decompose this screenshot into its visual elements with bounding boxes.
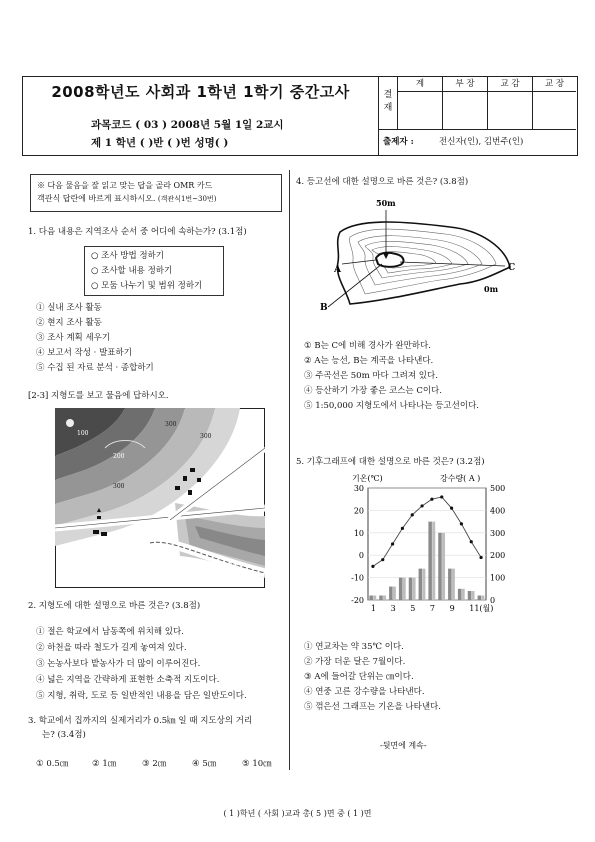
y-left-tick: -20 (351, 596, 364, 605)
y-left-tick: 0 (358, 551, 364, 561)
approval-sign-1 (398, 91, 443, 130)
temperature-point (430, 498, 433, 501)
maker-label: 출제자 : (383, 137, 414, 147)
precip-bar (422, 569, 425, 600)
plot-frame (368, 488, 486, 600)
q1-box-item: ○ 모둠 나누기 및 범위 정하기 (91, 281, 203, 291)
approval-col-3: 교 감 (488, 77, 533, 92)
right-axis-label: 강수량( A ) (440, 474, 481, 483)
precip-bar (468, 591, 472, 600)
approval-sign-2 (443, 91, 488, 130)
topographic-map (55, 408, 265, 588)
q3-option-1[interactable]: ① 0.5㎝ (36, 759, 69, 769)
map-intro: [2-3] 지형도를 보고 물음에 답하시오. (28, 391, 169, 401)
precip-bar (432, 522, 435, 600)
x-tick: 3 (390, 604, 396, 613)
q2-option-5[interactable]: ⑤ 지형, 취락, 도로 등 일반적인 내용을 담은 일반도이다. (36, 691, 247, 701)
temperature-point (411, 513, 414, 516)
map-label: 100 (77, 430, 89, 437)
temperature-point (479, 556, 482, 559)
label-b: B (320, 303, 328, 312)
x-tick: 5 (410, 604, 416, 613)
label-0m: 0m (484, 284, 499, 294)
q1-option-2[interactable]: ② 현지 조사 활동 (36, 318, 102, 328)
x-tick: 9 (449, 604, 455, 613)
exam-header (22, 76, 578, 156)
q4-option-3[interactable]: ③ 주곡선은 50m 마다 그려져 있다. (304, 371, 438, 381)
precip-bar (373, 596, 376, 600)
approval-sign-4 (533, 91, 576, 130)
instruction-line-1: ※ 다음 물음을 잘 읽고 맞는 답을 골라 OMR 카드 (37, 181, 213, 190)
q3-option-2[interactable]: ② 1㎝ (92, 759, 117, 769)
page-footer: ( 1 )학년 ( 사회 )교과 총( 5 )면 중 ( 1 )면 (223, 809, 372, 818)
y-right-tick: 400 (490, 506, 506, 516)
q5-option-1[interactable]: ① 연교차는 약 35℃ 이다. (304, 642, 404, 652)
x-tick: 7 (429, 604, 436, 613)
left-axis-label: 기온(℃) (352, 474, 383, 483)
precip-bar (478, 596, 482, 600)
q5-option-5[interactable]: ⑤ 꺾은선 그래프는 기온을 나타낸다. (304, 702, 441, 712)
y-left-tick: 20 (353, 506, 364, 516)
temperature-point (391, 542, 394, 545)
q5-option-2[interactable]: ② 가장 더운 달은 7월이다. (304, 657, 406, 667)
q1-option-3[interactable]: ③ 조사 계획 세우기 (36, 333, 111, 343)
precip-bar (452, 569, 455, 600)
temperature-point (460, 522, 463, 525)
question-1-box (84, 246, 224, 296)
approval-col-2: 부 장 (443, 77, 488, 92)
precip-bar (428, 522, 432, 600)
q1-option-5[interactable]: ⑤ 수집 된 자료 분석 · 종합하기 (36, 363, 154, 373)
precip-bar (458, 589, 462, 600)
maker-value: 전신자(인), 김번주(인) (439, 137, 524, 147)
precip-bar (409, 578, 413, 600)
q1-box-item: ○ 조사 방법 정하기 (91, 251, 165, 261)
temperature-point (470, 540, 473, 543)
precip-bar (481, 596, 484, 600)
precip-bar (393, 587, 396, 600)
temperature-point (381, 558, 384, 561)
approval-sign-3 (488, 91, 533, 130)
question-2: 2. 지형도에 대한 설명으로 바른 것은? (3.8점) (28, 601, 201, 611)
q1-option-1[interactable]: ① 실내 조사 활동 (36, 303, 102, 313)
precip-bar (403, 578, 406, 600)
map-label: 300 (165, 421, 177, 428)
map-label: 300 (200, 433, 212, 440)
x-tick: 1 (370, 604, 377, 613)
temperature-point (420, 504, 423, 507)
map-label: 200 (113, 453, 125, 460)
exam-title: 2008학년도 사회과 1학년 1학기 중간고사 (51, 83, 350, 101)
temperature-point (440, 495, 443, 498)
approval-col-4: 교 장 (533, 77, 576, 92)
y-left-tick: 30 (353, 484, 364, 493)
q1-box-item: ○ 조사할 내용 정하기 (91, 266, 173, 276)
question-5: 5. 기후그래프에 대한 설명으로 바른 것은? (3.2점) (296, 457, 485, 467)
y-right-tick: 100 (490, 573, 506, 583)
approval-label: 결 재 (379, 77, 398, 130)
precip-bar (389, 587, 393, 600)
precip-bar (472, 591, 475, 600)
question-3: 3. 학교에서 집까지의 실제거리가 0.5㎞ 일 때 지도상의 거리 (28, 716, 253, 726)
column-divider (289, 170, 290, 770)
precip-bar (438, 533, 442, 600)
q3-option-3[interactable]: ③ 2㎝ (142, 759, 167, 769)
question-3-cont: 는? (3.4점) (42, 730, 86, 740)
q4-option-4[interactable]: ④ 등산하기 가장 좋은 코스는 C이다. (304, 386, 442, 396)
temperature-point (401, 527, 404, 530)
q4-option-1[interactable]: ① B는 C에 비해 경사가 완만하다. (304, 341, 431, 351)
question-4: 4. 등고선에 대한 설명으로 바른 것은? (3.8점) (296, 177, 469, 187)
precip-bar (369, 596, 373, 600)
approval-col-1: 계 (398, 77, 443, 92)
precip-bar (462, 589, 465, 600)
label-a: A (334, 265, 341, 275)
x-tick: 11(월) (469, 604, 494, 613)
subject-code-line: 과목코드 ( 03 ) 2008년 5월 1일 2교시 (91, 119, 284, 131)
q3-option-5[interactable]: ⑤ 10㎝ (242, 759, 272, 769)
q2-option-4[interactable]: ④ 넓은 지역을 간략하게 표현한 소축적 지도이다. (36, 675, 220, 685)
instruction-line-2: 객관식 답란에 바르게 표시하시오. (객관식1번~30번) (37, 194, 217, 203)
map-label: 300 (113, 483, 125, 490)
precip-bar (448, 569, 452, 600)
precip-bar (379, 596, 383, 600)
y-right-tick: 0 (490, 596, 496, 605)
precip-bar (442, 533, 445, 600)
y-left-tick: -10 (351, 573, 364, 583)
precip-bar (383, 596, 386, 600)
q4-option-2[interactable]: ② A는 능선, B는 계곡을 나타낸다. (304, 356, 434, 366)
continue-note: -뒷면에 계속- (380, 741, 427, 750)
question-1: 1. 다음 내용은 지역조사 순서 중 어디에 속하는가? (3.1점) (28, 227, 247, 237)
y-right-tick: 500 (490, 484, 506, 493)
q4-option-5[interactable]: ⑤ 1:50,000 지형도에서 나타나는 등고선이다. (304, 401, 479, 411)
precip-bar (419, 569, 423, 600)
q3-option-4[interactable]: ④ 5㎝ (192, 759, 217, 769)
q1-option-4[interactable]: ④ 보고서 작성 · 발표하기 (36, 348, 132, 358)
y-right-tick: 300 (490, 528, 506, 538)
precip-bar (399, 578, 403, 600)
contour-diagram (320, 192, 520, 312)
label-50m: 50m (376, 198, 396, 208)
precip-bar (413, 578, 416, 600)
instruction-box (30, 174, 282, 212)
map-label: 400 (227, 561, 239, 568)
q2-option-2[interactable]: ② 하천을 따라 철도가 길게 놓여져 있다. (36, 643, 187, 653)
q2-option-1[interactable]: ① 절은 학교에서 남동쪽에 위치해 있다. (36, 627, 184, 637)
q5-option-3[interactable]: ③ A에 들어갈 단위는 ㎝이다. (304, 672, 414, 682)
q2-option-3[interactable]: ③ 논농사보다 밭농사가 더 많이 이루어진다. (36, 659, 201, 669)
label-c: C (508, 263, 516, 273)
climate-graph (338, 472, 508, 618)
q5-option-4[interactable]: ④ 연중 고른 강수량을 나타낸다. (304, 687, 425, 697)
y-left-tick: 10 (353, 528, 364, 538)
student-info-line: 제 1 학년 ( )반 ( )번 성명( ) (91, 137, 229, 149)
y-right-tick: 200 (490, 551, 506, 561)
temperature-point (371, 565, 374, 568)
temperature-point (450, 507, 453, 510)
